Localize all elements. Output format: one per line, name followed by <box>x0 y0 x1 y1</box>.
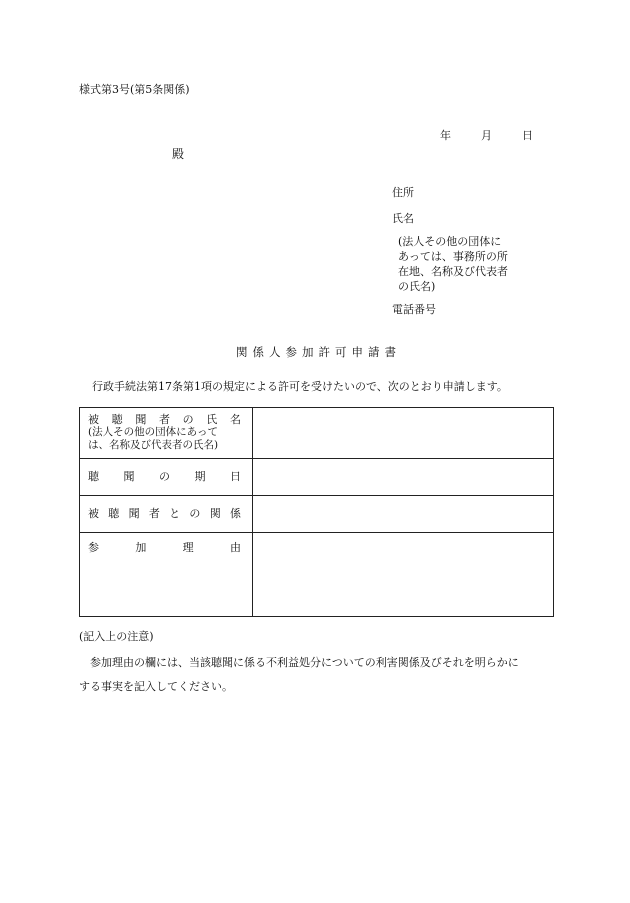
title-char: 請 <box>368 345 385 359</box>
label-sub-line: (法人その他の団体にあって <box>88 426 218 438</box>
address-label: 住所 <box>392 186 414 199</box>
label-char: と <box>169 507 181 520</box>
title-char: 書 <box>384 345 401 359</box>
name-label: 氏名 <box>392 212 414 225</box>
label-char: の <box>159 470 170 483</box>
label-respondent-name <box>88 413 241 426</box>
label-char: 期 <box>194 470 206 483</box>
input-respondent-name[interactable] <box>253 408 554 459</box>
title-char: 参 <box>285 345 302 359</box>
title-char: 可 <box>335 345 352 359</box>
table-row <box>80 408 554 459</box>
title-char: 関 <box>236 345 253 359</box>
title-char: 許 <box>318 345 335 359</box>
form-number: 様式第3号(第5条関係) <box>79 83 190 96</box>
label-cell-participation-reason <box>80 533 253 617</box>
application-form-table <box>79 407 554 617</box>
label-char: 被 <box>88 507 99 520</box>
label-hearing-date <box>88 470 241 483</box>
input-participation-reason[interactable] <box>253 533 554 617</box>
label-cell-relationship <box>80 496 253 533</box>
label-char: 聴 <box>108 507 120 520</box>
corp-note-line: 在地、名称及び代表者 <box>398 265 508 278</box>
label-char: 聞 <box>128 507 140 520</box>
label-char: 加 <box>135 541 147 554</box>
label-char: 理 <box>182 541 194 554</box>
label-char: 聞 <box>135 413 147 426</box>
notes-line: する事実を記入してください。 <box>79 680 233 693</box>
label-char: の <box>182 413 194 426</box>
notes-heading: (記入上の注意) <box>79 630 154 643</box>
label-char: 聴 <box>88 470 99 483</box>
label-char: 関 <box>209 507 221 520</box>
table-row <box>80 533 554 617</box>
label-char: 聴 <box>111 413 123 426</box>
label-char: 由 <box>229 541 241 554</box>
label-char: 聞 <box>123 470 135 483</box>
label-char: 者 <box>148 507 160 520</box>
label-participation-reason <box>88 541 241 554</box>
table-row <box>80 496 554 533</box>
label-sub-line: は、名称及び代表者の氏名) <box>88 439 219 451</box>
label-char: 被 <box>88 413 99 426</box>
corp-note-line: あっては、事務所の所 <box>398 250 508 263</box>
label-char: 参 <box>88 541 99 554</box>
label-char: 氏 <box>206 413 218 426</box>
title-char: 加 <box>302 345 319 359</box>
label-char: 日 <box>230 470 241 483</box>
corp-note-line: の氏名) <box>398 280 436 293</box>
addressee-suffix: 殿 <box>172 147 185 161</box>
date-line <box>440 127 533 143</box>
table-row <box>80 459 554 496</box>
date-day: 日 <box>522 129 533 142</box>
corp-note <box>398 234 528 294</box>
title-char: 人 <box>269 345 286 359</box>
input-hearing-date[interactable] <box>253 459 554 496</box>
document-title <box>236 344 401 360</box>
phone-label: 電話番号 <box>392 303 436 316</box>
notes-line: 参加理由の欄には、当該聴聞に係る不利益処分についての利害関係及びそれを明らかに <box>79 656 519 669</box>
label-char: 係 <box>229 507 241 520</box>
title-char: 係 <box>252 345 269 359</box>
date-year: 年 <box>440 129 451 142</box>
corp-note-line: (法人その他の団体に <box>398 235 502 248</box>
input-relationship[interactable] <box>253 496 554 533</box>
label-cell-hearing-date <box>80 459 253 496</box>
label-relationship <box>88 507 241 520</box>
label-char: の <box>189 507 201 520</box>
date-month: 月 <box>481 129 492 142</box>
title-char: 申 <box>351 345 368 359</box>
request-text: 行政手続法第17条第1項の規定による許可を受けたいので、次のとおり申請します。 <box>92 380 508 393</box>
label-cell-respondent-name <box>80 408 253 459</box>
label-char: 者 <box>158 413 170 426</box>
notes-text <box>79 651 559 699</box>
label-char: 名 <box>229 413 241 426</box>
